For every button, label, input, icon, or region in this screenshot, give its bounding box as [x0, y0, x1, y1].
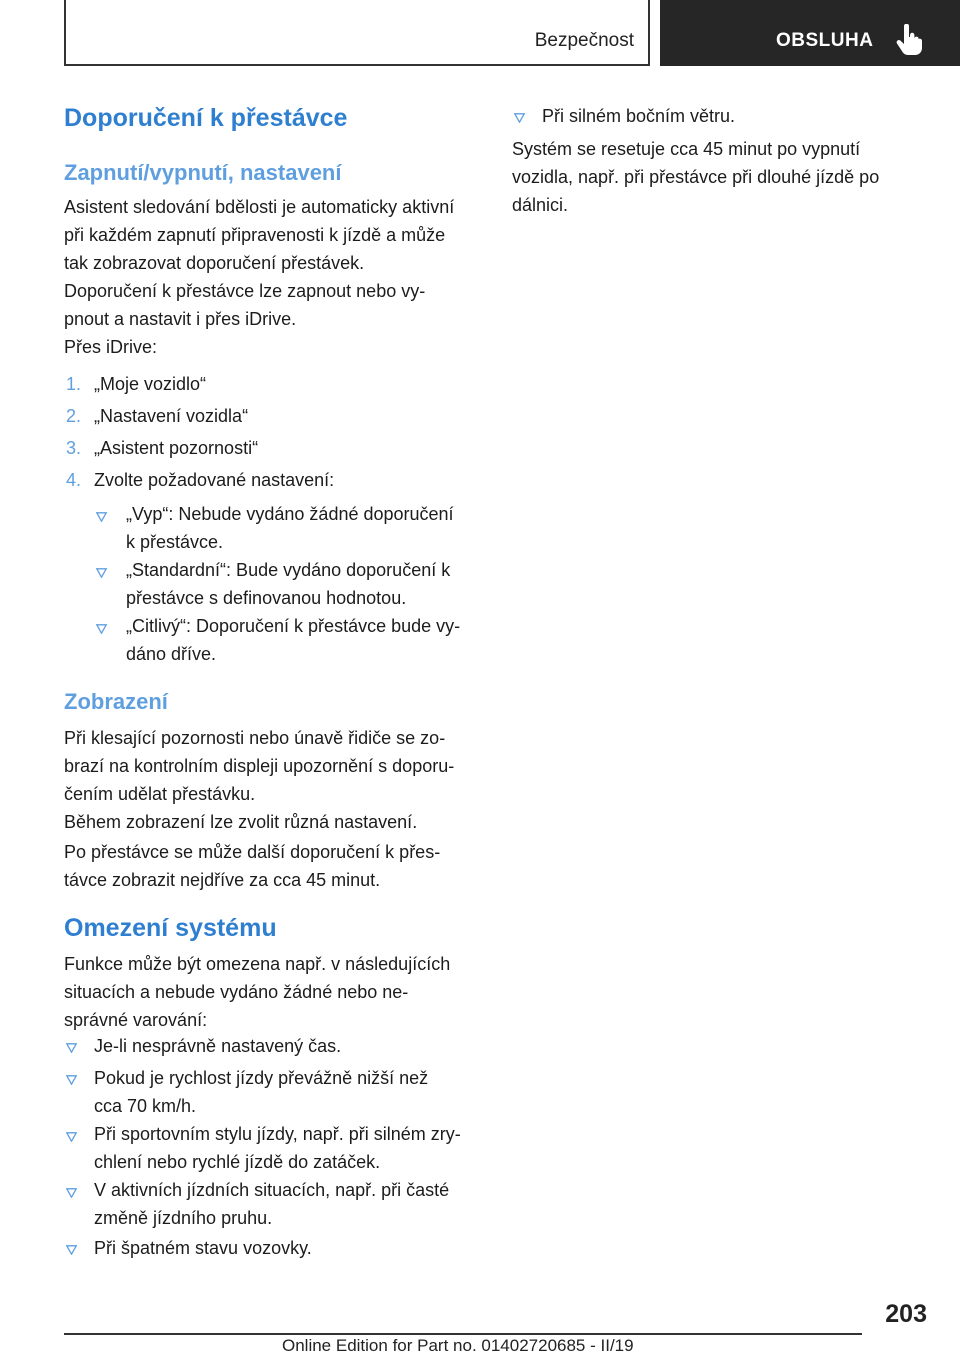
step-item: Zvolte požadované nastavení: — [94, 470, 335, 490]
chapter-title: OBSLUHA — [776, 30, 874, 51]
pointing-hand-icon — [896, 24, 922, 56]
running-header-chapter — [660, 0, 960, 66]
limit-item: Je-li nesprávně nastavený čas. — [94, 1036, 342, 1056]
running-header-section — [64, 0, 650, 66]
limit-item: Pokud je rychlost jízdy převážně nižší než cca 70 km/h. — [94, 1068, 429, 1116]
footer-divider — [64, 1333, 862, 1335]
option-standard: „Standardní“: Bude vydáno doporučení k přestávce s definovanou hodnotou. — [126, 560, 451, 608]
bullet-triangle-icon — [66, 1075, 77, 1085]
page-number: 203 — [885, 1300, 927, 1328]
paragraph-limits-intro: Funkce může být omezena např. v následujících situacích a nebude vydáno žádné nebo ne‐ správné varování: — [64, 954, 451, 1030]
paragraph-display-warning: Při klesající pozornosti nebo únavě řidiče se zo‐ brazí na kontrolním displeji upozornění s doporu‐ čením udělat přestávku. — [64, 728, 455, 804]
limit-item: Při silném bočním větru. — [542, 106, 736, 126]
step-number: 2. — [66, 406, 82, 426]
bullet-triangle-icon — [96, 568, 107, 578]
paragraph-system-reset: Systém se resetuje cca 45 minut po vypnutí vozidla, např. při přestávce při dlouhé jízdě po dálnici. — [512, 139, 880, 215]
section-title: Bezpečnost — [534, 30, 634, 51]
bullet-triangle-icon — [66, 1188, 77, 1198]
paragraph-switch-on-off: Doporučení k přestávce lze zapnout nebo vy‐ pnout a nastavit i přes iDrive. — [64, 281, 426, 329]
limit-item: Při špatném stavu vozovky. — [94, 1238, 312, 1258]
paragraph-via-idrive: Přes iDrive: — [64, 337, 158, 357]
bullet-triangle-icon — [96, 624, 107, 634]
step-number: 3. — [66, 438, 82, 458]
option-off: „Vyp“: Nebude vydáno žádné doporučení k přestávce. — [126, 504, 454, 552]
bullet-triangle-icon — [66, 1132, 77, 1142]
paragraph-next-recommendation: Po přestávce se může další doporučení k přes‐ távce zobrazit nejdříve za cca 45 minut. — [64, 842, 441, 890]
heading-on-off-settings: Zapnutí/vypnutí, nastavení — [64, 160, 342, 185]
limit-item: V aktivních jízdních situacích, např. při časté změně jízdního pruhu. — [94, 1180, 450, 1228]
step-item: „Nastavení vozidla“ — [94, 406, 249, 426]
bullet-triangle-icon — [96, 512, 107, 522]
option-sensitive: „Citlivý“: Doporučení k přestávce bude vy‐ dáno dříve. — [126, 616, 461, 664]
limit-item: Při sportovním stylu jízdy, např. při silném zry‐ chlení nebo rychlé jízdě do zatáček. — [94, 1124, 461, 1172]
paragraph-display-settings: Během zobrazení lze zvolit různá nastavení. — [64, 812, 418, 832]
bullet-triangle-icon — [514, 113, 525, 123]
paragraph-assistant-active: Asistent sledování bdělosti je automaticky aktivní při každém zapnutí připravenosti k jízdě a může tak zobrazovat doporučení přestávek. — [64, 197, 455, 273]
bullet-triangle-icon — [66, 1043, 77, 1053]
footer-edition: Online Edition for Part no. 01402720685 - II/19 — [282, 1336, 634, 1355]
bullet-triangle-icon — [66, 1245, 77, 1255]
step-number: 1. — [66, 374, 82, 394]
step-number: 4. — [66, 470, 82, 490]
heading-display: Zobrazení — [64, 689, 168, 714]
heading-break-recommendation: Doporučení k přestávce — [64, 104, 348, 132]
step-item: „Asistent pozornosti“ — [94, 438, 259, 458]
heading-system-limits: Omezení systému — [64, 914, 277, 942]
step-item: „Moje vozidlo“ — [94, 374, 207, 394]
